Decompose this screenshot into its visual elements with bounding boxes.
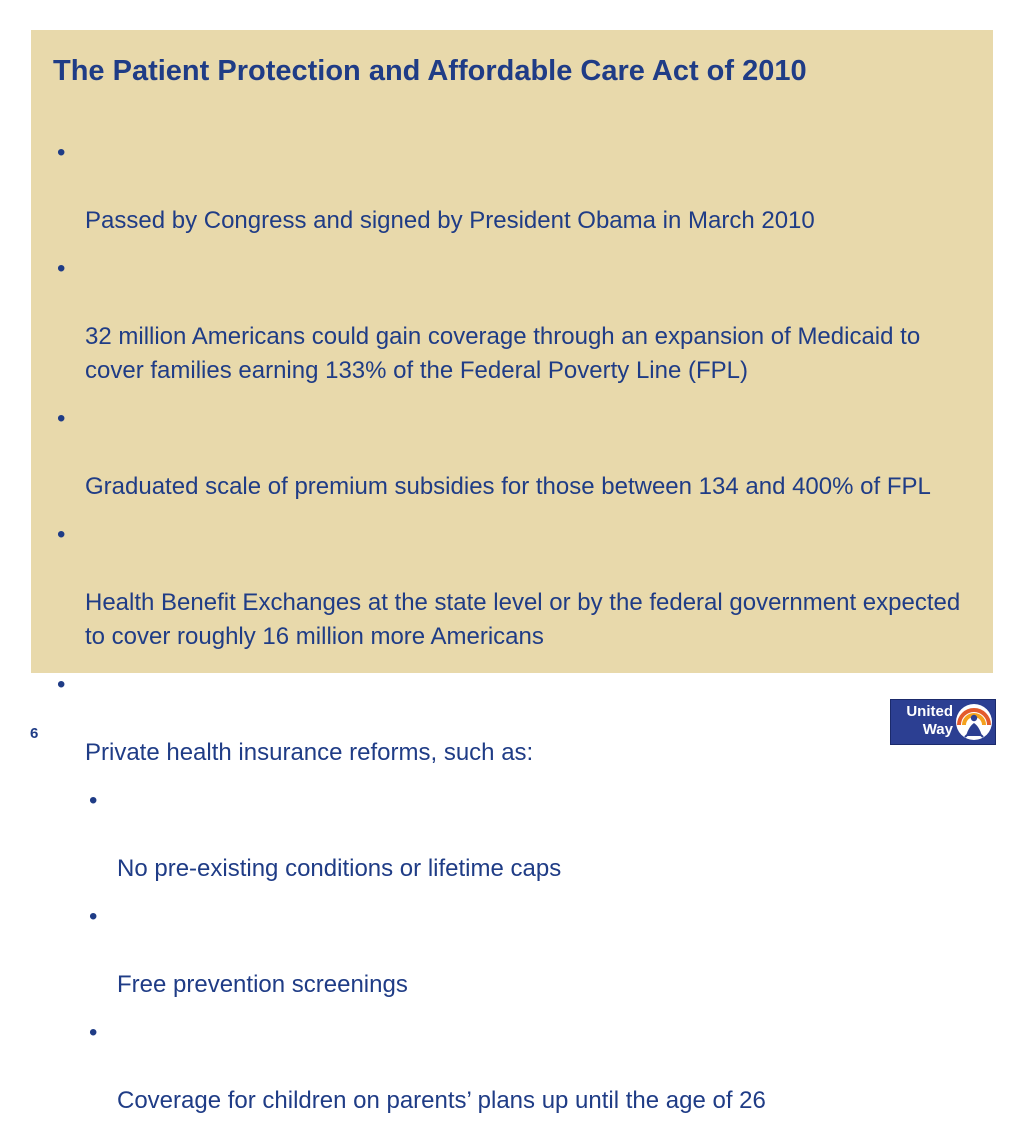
bullet-text: Health Benefit Exchanges at the state level or by the federal government expected to cover roughly 16 million more Americans bbox=[85, 589, 961, 650]
bullet-marker: • bbox=[57, 405, 66, 432]
sub-bullet-prevention bbox=[85, 900, 983, 1002]
logo-line-way: Way bbox=[922, 721, 953, 738]
bullet-marker: • bbox=[57, 521, 66, 548]
united-way-hand-rainbow-icon bbox=[955, 703, 993, 741]
bullet-list bbox=[53, 136, 983, 1132]
united-way-logo bbox=[890, 699, 996, 745]
slide-title: The Patient Protection and Affordable Care Act of 2010 bbox=[53, 55, 807, 87]
bullet-text: 32 million Americans could gain coverage through an expansion of Medicaid to cover families earning 133% of the Federal Poverty Line (FPL) bbox=[85, 323, 921, 384]
bullet-text: Private health insurance reforms, such as: bbox=[85, 739, 534, 766]
bullet-marker: • bbox=[57, 139, 66, 166]
bullet-text: Passed by Congress and signed by President Obama in March 2010 bbox=[85, 207, 815, 234]
bullet-text: Free prevention screenings bbox=[117, 971, 408, 998]
bullet-item-exchanges bbox=[53, 518, 983, 654]
bullet-text: No pre-existing conditions or lifetime caps bbox=[117, 855, 562, 882]
logo-wordmark bbox=[895, 703, 953, 739]
logo-line-united: United bbox=[906, 703, 953, 720]
bullet-text: Graduated scale of premium subsidies for those between 134 and 400% of FPL bbox=[85, 473, 931, 500]
bullet-marker: • bbox=[89, 787, 98, 814]
bullet-text: Coverage for children on parents’ plans up until the age of 26 bbox=[117, 1087, 766, 1114]
bullet-item-reforms bbox=[53, 668, 983, 770]
sub-bullet-children-coverage bbox=[85, 1016, 983, 1118]
bullet-marker: • bbox=[57, 671, 66, 698]
sub-bullet-preexisting bbox=[85, 784, 983, 886]
bullet-marker: • bbox=[89, 1019, 98, 1046]
bullet-marker: • bbox=[89, 903, 98, 930]
bullet-item-medicaid bbox=[53, 252, 983, 388]
bullet-item-subsidies bbox=[53, 402, 983, 504]
bullet-marker: • bbox=[57, 255, 66, 282]
bullet-item-congress bbox=[53, 136, 983, 238]
page-number: 6 bbox=[30, 725, 39, 742]
